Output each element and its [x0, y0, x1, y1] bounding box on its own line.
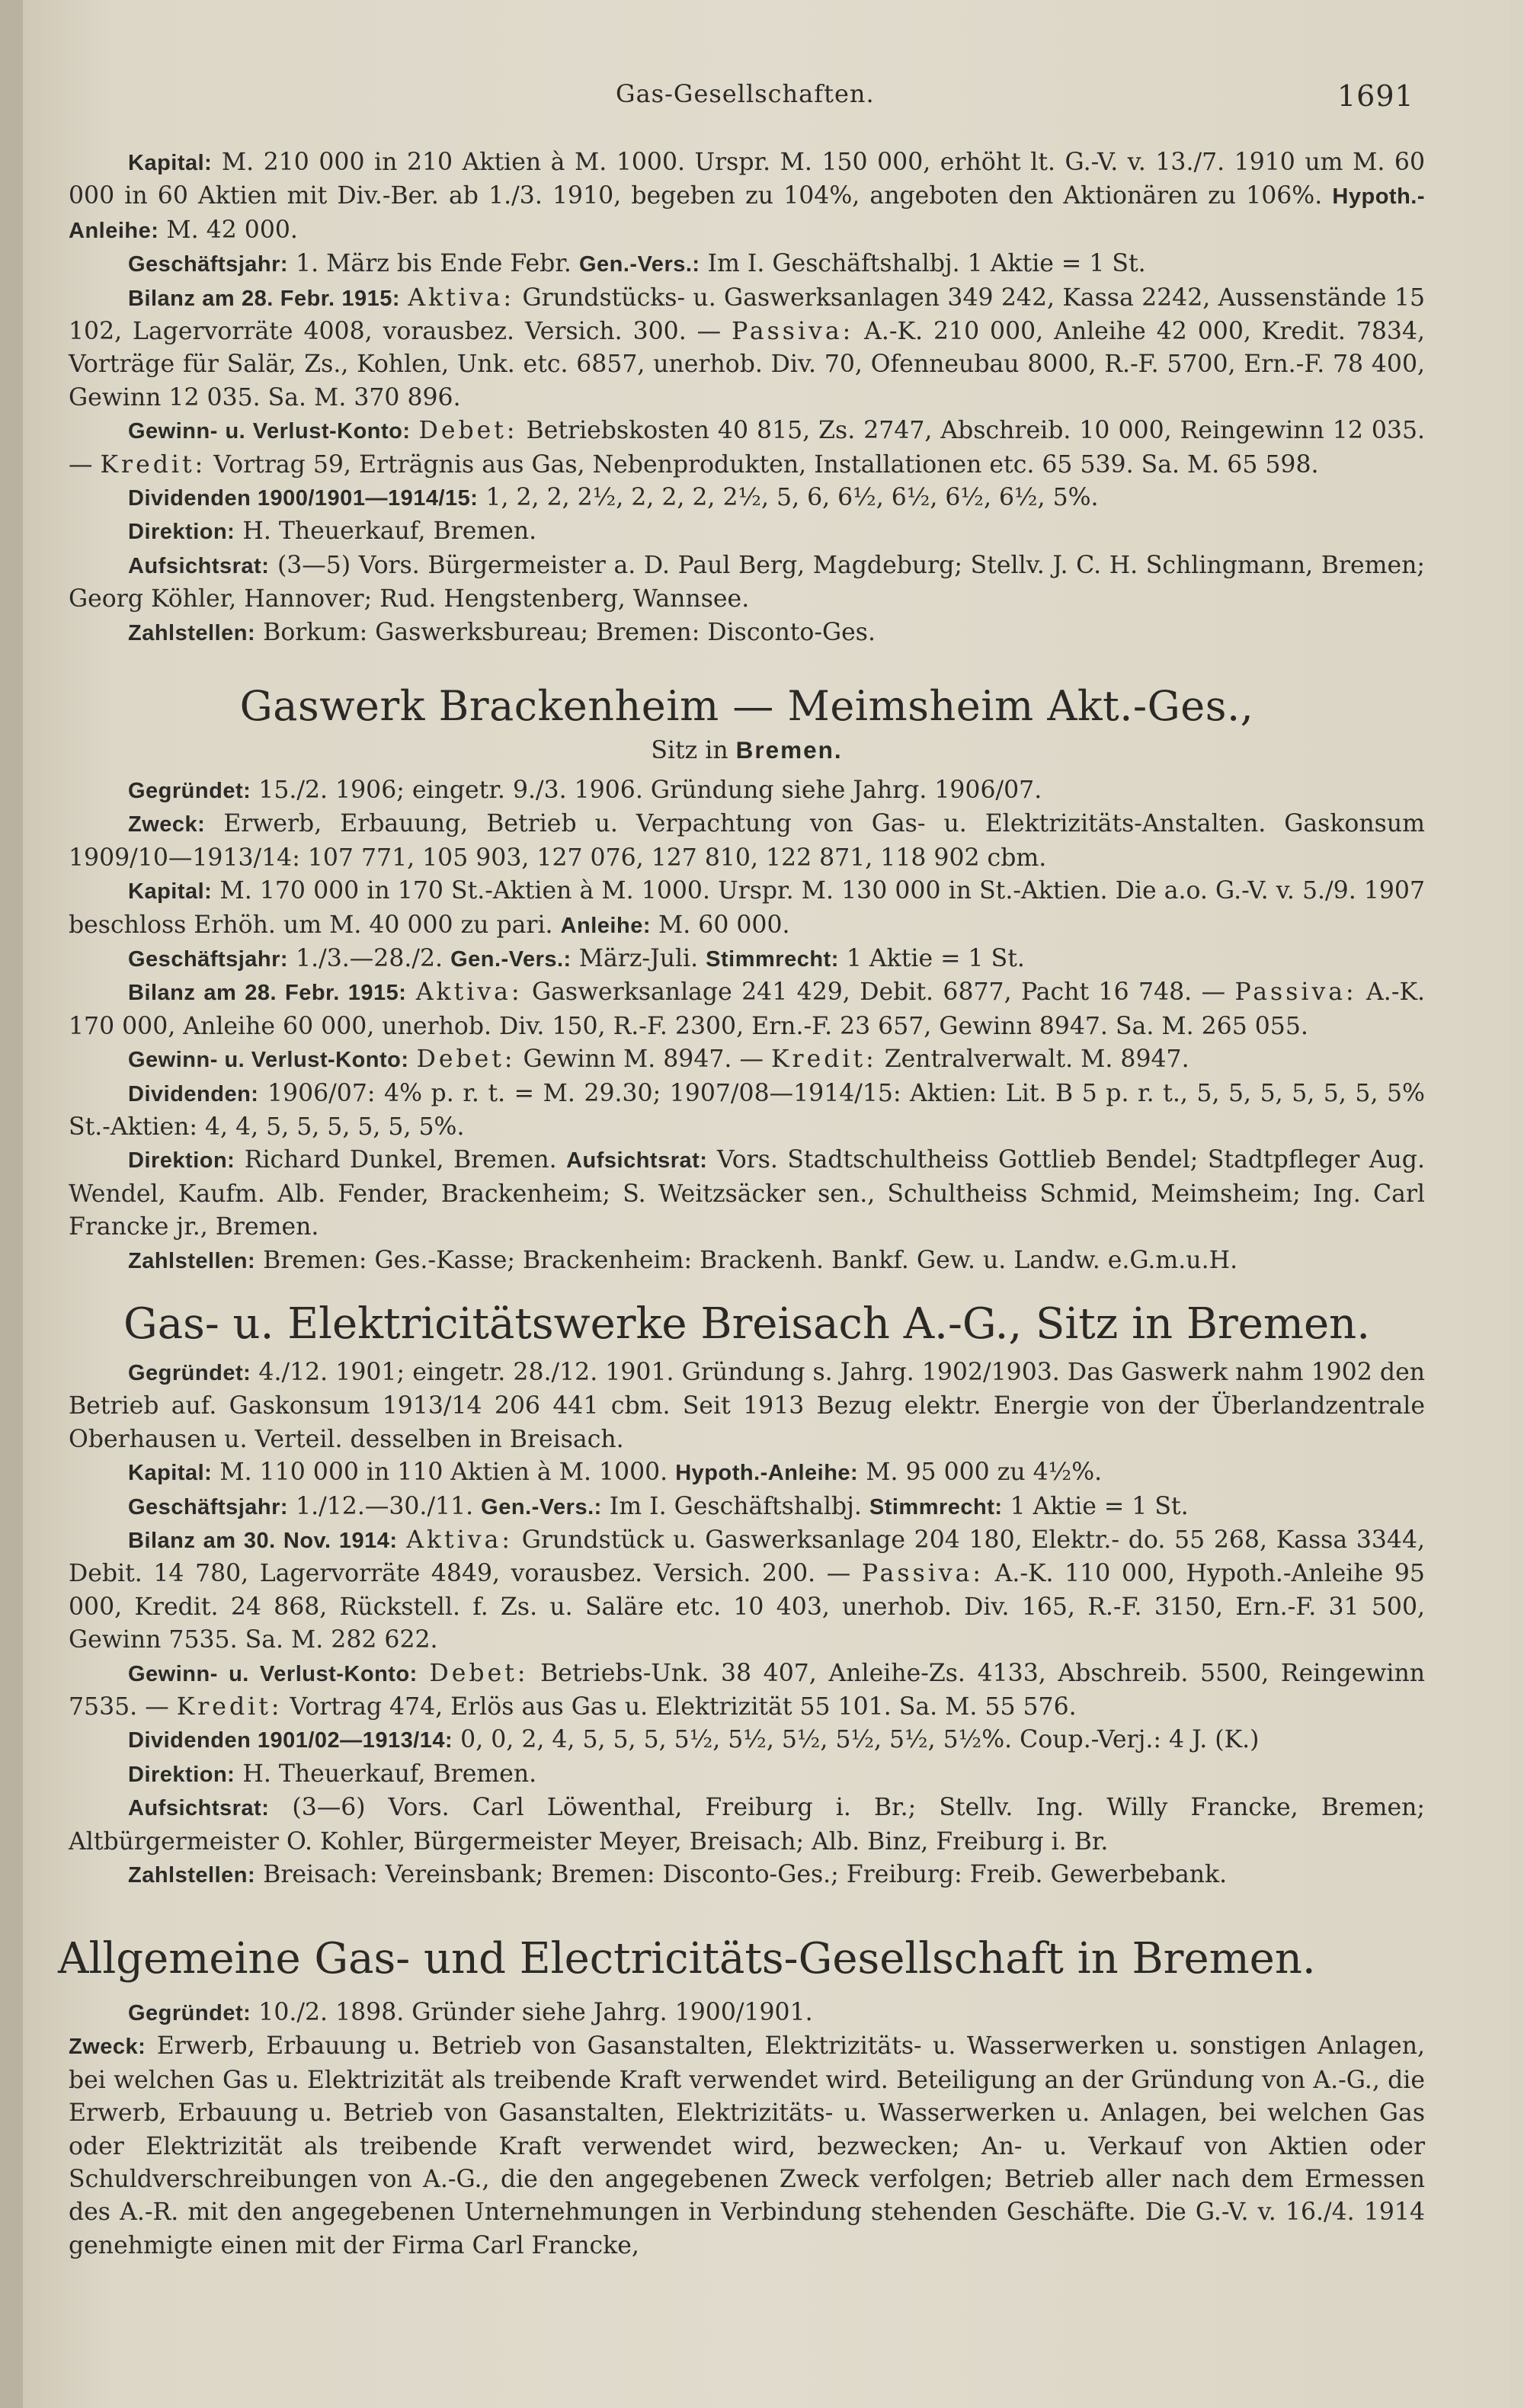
- aufsichtsrat-paragraph: Aufsichtsrat: (3—5) Vors. Bürgermeister a. D. Paul Berg, Magdeburg; Stellv. J. C. H. Schlingmann, Bremen; Georg Köhler, Hannover; Rud. Hengstenberg, Wannsee.: [69, 551, 1425, 613]
- section-allgemeine: Gegründet: 10./2. 1898. Gründer siehe Jahrg. 1900/1901. Zweck: Erwerb, Erbauung u. Betrieb von Gasanstalten, Elektrizitäts- u. Wasserwerken u. sonstigen Anlagen, bei welchen Gas u. Elektrizität als treibende Kraft verwendet wird. Beteiligung an der Gründung von A.-G., die Erwerb, Erbauung u. Betrieb von Gasanstalten, Elektrizitäts- u. Wasserwerken u. Anlagen, bei welchen Gas oder Elektrizität als treibende Kraft verwendet wird, bezwecken; An- u. Verkauf von Aktien oder Schuldverschreibungen von A.-G., die den angegebenen Zweck verfolgen; Betrieb aller nach dem Ermessen des A.-R. mit den angegebenen Unternehmungen in Verbindung stehenden Geschäfte. Die G.-V. v. 16./4. 1914 genehmigte einen mit der Firma Carl Francke,: [69, 1999, 1425, 2259]
- company-heading-brackenheim: Gaswerk Brackenheim — Meimsheim Akt.-Ges.,: [239, 682, 1254, 730]
- company-heading-breisach: Gas- u. Elektricitätswerke Breisach A.-G., Sitz in Bremen.: [123, 1299, 1371, 1349]
- direktion-paragraph: Direktion: H. Theuerkauf, Bremen.: [128, 517, 537, 546]
- zahlstellen-paragraph: Zahlstellen: Borkum: Gaswerksbureau; Bremen: Disconto-Ges.: [128, 618, 876, 646]
- bilanz-paragraph: Bilanz am 28. Febr. 1915: Aktiva: Grundstücks- u. Gaswerksanlagen 349 242, Kassa 2242, Aussenstände 15 102, Lagervorräte 4008, vorausbez. Versich. 300. — Passiva: A.-K. 210 000, Anleihe 42 000, Kredit. 7834, Vorträge für Salär, Zs., Kohlen, Unk. etc. 6857, unerhob. Div. 70, Ofenneubau 8000, R.-F. 5700, Ern.-F. 78 400, Gewinn 12 035. Sa. M. 370 896.: [69, 283, 1426, 411]
- section-continued-entry: [69, 146, 1425, 650]
- hypoth-label: Hypoth.-Anleihe:: [69, 184, 1425, 243]
- kapital-label: Kapital:: [128, 151, 213, 175]
- page-number: 1691: [1337, 79, 1414, 113]
- kapital-paragraph: Kapital: M. 210 000 in 210 Aktien à M. 1000. Urspr. M. 150 000, erhöht lt. G.-V. v. 13./7. 1910 um M. 60 000 in 60 Aktien mit Div.-Ber. ab 1./3. 1910, begeben zu 104%, angeboten den Aktionären zu 106%. Hypoth.-Anleihe: M. 42 000.: [69, 149, 1425, 244]
- running-header-title: Gas-Gesellschaften.: [616, 79, 875, 108]
- company-seat: Sitz in Bremen.: [651, 736, 843, 764]
- company-heading-allgemeine: Allgemeine Gas- und Electricitäts-Gesellschaft in Bremen.: [58, 1934, 1316, 1984]
- geschaeftsjahr-paragraph: Geschäftsjahr: 1. März bis Ende Febr. Gen.-Vers.: Im I. Geschäftshalbj. 1 Aktie = 1 St.: [128, 250, 1146, 278]
- section-breisach: Gegründet: 4./12. 1901; eingetr. 28./12. 1901. Gründung s. Jahrg. 1902/1903. Das Gaswerk nahm 1902 den Betrieb auf. Gaskonsum 1913/14 206 441 cbm. Seit 1913 Bezug elektr. Energie von der Überlandzentrale Oberhausen u. Verteil. desselben in Breisach. Kapital: M. 110 000 in 110 Aktien à M. 1000. Hypoth.-Anleihe: M. 95 000 zu 4½%. Geschäftsjahr: 1./12.—30./11. Gen.-Vers.: Im I. Geschäftshalbj. Stimmrecht: 1 Aktie = 1 St. Bilanz am 30. Nov. 1914: Aktiva: Grundstück u. Gaswerksanlage 204 180, Elektr.- do. 55 268, Kassa 3344, Debit. 14 780, Lagervorräte 4849, vorausbez. Versich. 200. — Passiva: A.-K. 110 000, Hypoth.-Anleihe 95 000, Kredit. 24 868, Rückstell. f. Zs. u. Saläre etc. 10 403, unerhob. Div. 165, R.-F. 3150, Ern.-F. 31 500, Gewinn 7535. Sa. M. 282 622. Gewinn- u. Verlust-Konto: Debet: Betriebs-Unk. 38 407, Anleihe-Zs. 4133, Abschreib. 5500, Reingewinn 7535. — Kredit: Vortrag 474, Erlös aus Gas u. Elektrizität 55 101. Sa. M. 55 576. Dividenden 1901/02—1913/14: 0, 0, 2, 4, 5, 5, 5, 5½, 5½, 5½, 5½, 5½, 5½%. Coup.-Verj.: 4 J. (K.) Direktion: H. Theuerkauf, Bremen. Aufsichtsrat: (3—6) Vors. Carl Löwenthal, Freiburg i. Br.; Stellv. Ing. Willy Francke, Bremen; Altbürgermeister O. Kohler, Bürgermeister Meyer, Breisach; Alb. Binz, Freiburg i. Br. Zahlstellen: Breisach: Vereinsbank; Bremen: Disconto-Ges.; Freiburg: Freib. Gewerbebank.: [69, 1359, 1426, 1889]
- dividenden-paragraph: Dividenden 1900/1901—1914/15: 1, 2, 2, 2½, 2, 2, 2, 2½, 5, 6, 6½, 6½, 6½, 6½, 5%.: [128, 484, 1099, 512]
- page-gutter: [0, 0, 23, 2408]
- section-brackenheim: Gegründet: 15./2. 1906; eingetr. 9./3. 1906. Gründung siehe Jahrg. 1906/07. Zweck: Erwerb, Erbauung, Betrieb u. Verpachtung von Gas- u. Elektrizitäts-Anstalten. Gaskonsum 1909/10—1913/14: 107 771, 105 903, 127 076, 127 810, 122 871, 118 902 cbm. Kapital: M. 170 000 in 170 St.-Aktien à M. 1000. Urspr. M. 130 000 in St.-Aktien. Die a.o. G.-V. v. 5./9. 1907 beschloss Erhöh. um M. 40 000 zu pari. Anleihe: M. 60 000. Geschäftsjahr: 1./3.—28./2. Gen.-Vers.: März-Juli. Stimmrecht: 1 Aktie = 1 St. Bilanz am 28. Febr. 1915: Aktiva: Gaswerksanlage 241 429, Debit. 6877, Pacht 16 748. — Passiva: A.-K. 170 000, Anleihe 60 000, unerhob. Div. 150, R.-F. 2300, Ern.-F. 23 657, Gewinn 8947. Sa. M. 265 055. Gewinn- u. Verlust-Konto: Debet: Gewinn M. 8947. — Kredit: Zentralverwalt. M. 8947. Dividenden: 1906/07: 4% p. r. t. = M. 29.30; 1907/08—1914/15: Aktien: Lit. B 5 p. r. t., 5, 5, 5, 5, 5, 5, 5% St.-Aktien: 4, 4, 5, 5, 5, 5, 5, 5%. Direktion: Richard Dunkel, Bremen. Aufsichtsrat: Vors. Stadtschultheiss Gottlieb Bendel; Stadtpfleger Aug. Wendel, Kaufm. Alb. Fender, Brackenheim; S. Weitzsäcker sen., Schultheiss Schmid, Meimsheim; Ing. Carl Francke jr., Bremen. Zahlstellen: Bremen: Ges.-Kasse; Brackenheim: Brackenh. Bankf. Gew. u. Landw. e.G.m.u.H.: [69, 777, 1426, 1274]
- guv-paragraph: Gewinn- u. Verlust-Konto: Debet: Betriebskosten 40 815, Zs. 2747, Abschreib. 10 000, Reingewinn 12 035. — Kredit: Vortrag 59, Erträgnis aus Gas, Nebenprodukten, Installationen etc. 65 539. Sa. M. 65 598.: [69, 417, 1426, 479]
- document-page: [23, 0, 1509, 2408]
